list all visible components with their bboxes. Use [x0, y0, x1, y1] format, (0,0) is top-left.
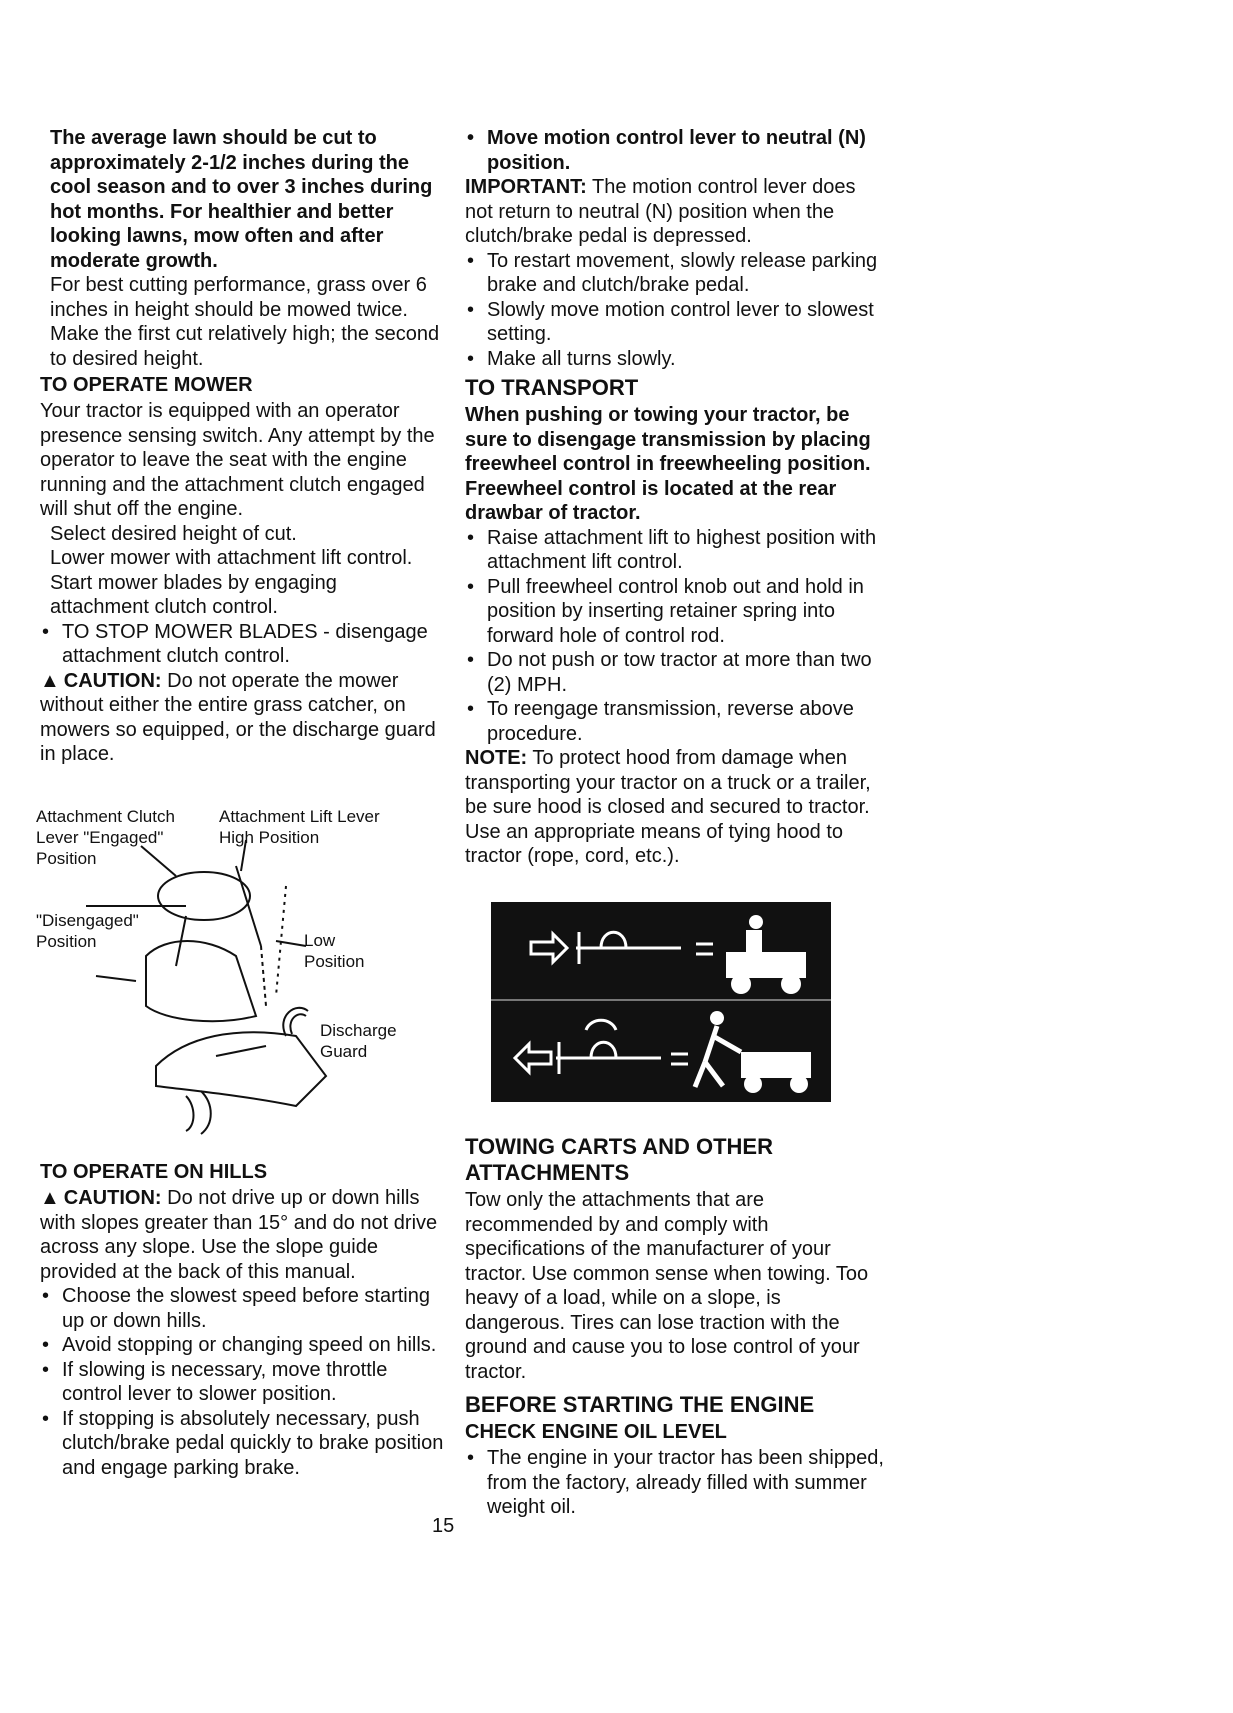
- operate-mower-step-3: Start mower blades by engaging attachment clutch control.: [50, 571, 337, 618]
- left-column: [40, 126, 440, 767]
- important-label: IMPORTANT:: [465, 176, 587, 198]
- movement-bullet-2: • Slowly move motion control lever to slowest setting.: [465, 298, 885, 347]
- hills-bullet-4: • If stopping is absolutely necessary, push clutch/brake pedal quickly to brake position and engage parking brake.: [40, 1407, 445, 1481]
- operate-mower-step-2: Lower mower with attachment lift control.: [50, 547, 413, 569]
- label-clutch-engaged: Attachment Clutch Lever "Engaged" Position: [36, 807, 175, 868]
- hills-bullet-2: • Avoid stopping or changing speed on hills.: [40, 1333, 445, 1358]
- person-icon: [710, 1011, 724, 1025]
- hills-bullet-3: • If slowing is necessary, move throttle control lever to slower position.: [40, 1358, 445, 1407]
- freewheel-illustration: [491, 902, 831, 1102]
- movement-bullets: [465, 249, 885, 372]
- label-discharge: Discharge Guard: [320, 1021, 397, 1061]
- oil-bullet: • The engine in your tractor has been shipped, from the factory, already filled with summer weight oil.: [465, 1446, 885, 1520]
- mower-caution-label: CAUTION:: [63, 669, 162, 692]
- transport-bullets: [465, 526, 885, 747]
- transport-bullet-2: • Pull freewheel control knob out and hold in position by inserting retainer spring into forward hole of control rod.: [465, 575, 885, 649]
- stop-blades-bullet: • TO STOP MOWER BLADES - disengage attachment clutch control.: [40, 620, 440, 669]
- transport-bullet-3: • Do not push or tow tractor at more than two (2) MPH.: [465, 648, 885, 697]
- stop-blades-list: [40, 620, 440, 669]
- hills-bullets: [40, 1284, 445, 1480]
- oil-bullets: [465, 1446, 885, 1520]
- page-number: 15: [432, 1515, 455, 1537]
- towing-section: [465, 1130, 885, 1520]
- movement-bullet-3: • Make all turns slowly.: [465, 347, 885, 372]
- label-low: Low Position: [304, 931, 365, 971]
- operate-mower-heading: TO OPERATE MOWER: [40, 374, 253, 396]
- neutral-bullet: • Move motion control lever to neutral (N) position.: [465, 126, 885, 175]
- label-lift-high: Attachment Lift Lever High Position: [219, 807, 380, 847]
- arrow-left-icon: [515, 1044, 551, 1072]
- mower-caution: [40, 669, 440, 767]
- transport-body: When pushing or towing your tractor, be sure to disengage transmission by placing freewheel control in freewheeling position. Freewheel control is located at the rear drawbar of tractor.: [465, 404, 871, 524]
- operate-mower-step-1: Select desired height of cut.: [50, 522, 297, 545]
- mower-controls-figure: [36, 806, 436, 1136]
- important-note: [465, 175, 885, 249]
- right-column: [465, 126, 885, 869]
- towing-body: Tow only the attachments that are recommended by and comply with specifications of the manufacturer of your tractor. Use common sense when towing. Too heavy of a load, while on a slope, is dangerous. Tires can lose traction with the ground and cause you to lose control of your tractor.: [465, 1189, 869, 1383]
- important-text: The motion control lever does not return to neutral (N) position when the clutch/brake pedal is depressed.: [465, 176, 856, 247]
- steering-wheel-icon: [158, 872, 250, 920]
- freewheel-diagram: [491, 902, 831, 1102]
- towing-heading: TOWING CARTS AND OTHER ATTACHMENTS: [465, 1134, 773, 1185]
- hills-caution: [40, 1186, 445, 1284]
- hills-section: [40, 1158, 445, 1480]
- check-oil-heading: CHECK ENGINE OIL LEVEL: [465, 1421, 727, 1443]
- hills-caution-label: CAUTION:: [63, 1187, 162, 1209]
- tractor-illustration: [36, 806, 436, 1136]
- hills-caution-text: Do not drive up or down hills with slopes greater than 15° and do not drive across any slope. Use the slope guide provided at the back of this manual.: [40, 1187, 438, 1283]
- transport-bullet-1: • Raise attachment lift to highest position with attachment lift control.: [465, 526, 885, 575]
- transport-bullet-4: • To reengage transmission, reverse above procedure.: [465, 697, 885, 746]
- neutral-list: [465, 126, 885, 175]
- intro-paragraph-2: For best cutting performance, grass over 6 inches in height should be mowed twice. Make the first cut relatively high; the second to desired height.: [50, 274, 440, 370]
- warning-icon: ▲: [40, 669, 60, 692]
- movement-bullet-1: • To restart movement, slowly release parking brake and clutch/brake pedal.: [465, 249, 885, 298]
- intro-paragraph-1: The average lawn should be cut to approximately 2-1/2 inches during the cool season and to over 3 inches during hot months. For healthier and better looking lawns, mow often and after moderate growth.: [50, 127, 433, 272]
- operate-mower-body: Your tractor is equipped with an operator presence sensing switch. Any attempt by the operator to leave the seat with the engine running and the attachment clutch engaged will shut off the engine.: [40, 400, 435, 520]
- warning-icon: ▲: [40, 1187, 60, 1209]
- hills-heading: TO OPERATE ON HILLS: [40, 1161, 268, 1183]
- arrow-right-icon: [531, 934, 567, 962]
- hills-bullet-1: • Choose the slowest speed before starting up or down hills.: [40, 1284, 445, 1333]
- mower-caution-text: Do not operate the mower without either the entire grass catcher, on mowers so equipped, or the discharge guard in place.: [40, 669, 436, 765]
- note-label: NOTE:: [465, 747, 528, 769]
- note-text: To protect hood from damage when transporting your tractor on a truck or a trailer, be sure hood is closed and secured to tractor. Use an appropriate means of tying hood to tractor (rope, cord, etc.).: [465, 747, 871, 867]
- tractor-icon: [726, 952, 806, 978]
- label-disengaged: "Disengaged" Position: [36, 911, 139, 951]
- transport-heading: TO TRANSPORT: [465, 375, 639, 400]
- transport-note: [465, 746, 885, 869]
- before-start-heading: BEFORE STARTING THE ENGINE: [465, 1392, 815, 1417]
- tractor-icon: [741, 1052, 811, 1078]
